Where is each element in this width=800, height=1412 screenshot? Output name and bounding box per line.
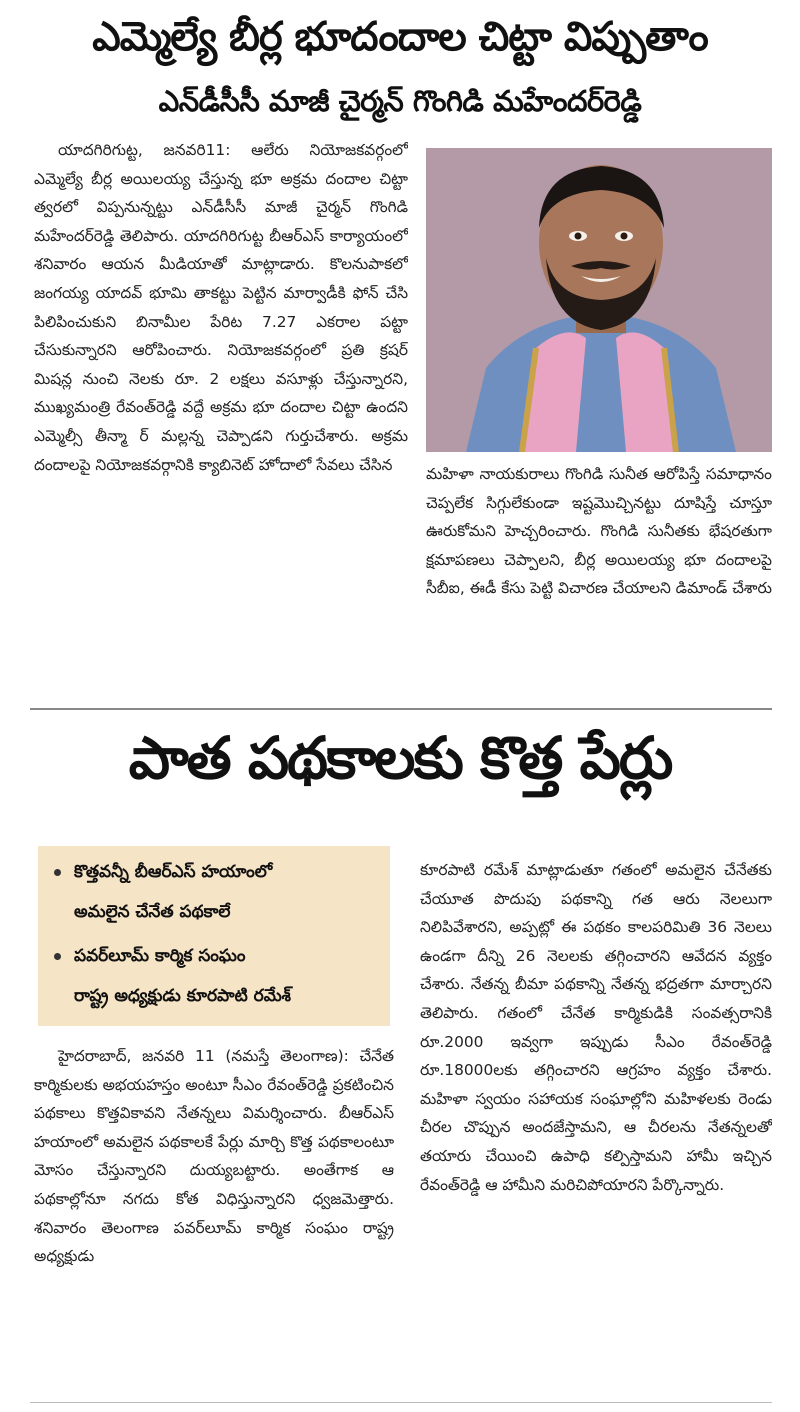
article1-right-column <box>426 460 772 696</box>
article2-right-column <box>420 856 772 1382</box>
highlight-line: పవర్‌లూమ్ కార్మిక సంఘం <box>74 946 246 966</box>
bottom-rule <box>30 1402 772 1403</box>
article2-left-column <box>34 1042 394 1382</box>
article1-body-right: మహిళా నాయకురాలు గొంగిడి సునీత ఆరోపిస్తే సమాధానం చెప్పలేక సిగ్గులేకుండా ఇష్టమొచ్చినట్టు దూషిస్తే చూస్తూ ఊరుకోమని హెచ్చరించారు. గొంగిడి సునీతకు భేషరతుగా క్షమాపణలు చెప్పాలని, బీర్ల అయిలయ్య భూ దందాలపై సీబీఐ, ఈడీ కేసు పెట్టి విచారణ చేయాలని డిమాండ్ చేశారు <box>426 465 772 598</box>
highlight-line: రాష్ట్ర అధ్యక్షుడు కూరపాటి రమేశ్ <box>74 986 292 1006</box>
bullet-dot-icon <box>54 953 61 960</box>
bullet-dot-icon <box>54 869 61 876</box>
article1-left-column <box>34 136 408 696</box>
highlights-box <box>38 846 390 1026</box>
politician-photo <box>426 148 772 452</box>
article2-headline: పాత పథకాలకు కొత్త పేర్లు <box>128 724 672 792</box>
article-divider <box>30 708 772 710</box>
highlight-line: కొత్తవన్నీ బీఆర్‌ఎస్ హయాంలో <box>74 862 273 882</box>
highlight-item <box>54 936 384 1016</box>
article1-subheadline: ఎన్‌డీసీసీ మాజీ చైర్మన్ గొంగిడి మహేందర్‌రెడ్డి <box>158 84 642 118</box>
article1-body-left: యాదగిరిగుట్ట, జనవరి11: ఆలేరు నియోజకవర్గంలో ఎమ్మెల్యే బీర్ల అయిలయ్య చేస్తున్న భూ అక్రమ దందాల చిట్టా త్వరలో విప్పనున్నట్టు ఎన్‌డీసీసీ మాజీ చైర్మన్ గొంగిడి మహేందర్‌రెడ్డి తెలిపారు. యాదగిరిగుట్ట బీఆర్‌ఎస్ కార్యాయంలో శనివారం ఆయన మీడియాతో మాట్లాడారు. కొలనుపాకలో జంగయ్య యాదవ్ భూమి తాకట్టు పెట్టిన మార్వాడీకి ఫోన్ చేసి పిలిపించుకుని బినామీల పేరిట 7.27 ఎకరాల పట్టా చేసుకున్నారని ఆరోపించారు. నియోజకవర్గంలో ప్రతి క్రషర్ మిషన్ల నుంచి నెలకు రూ. 2 లక్షలు వసూళ్లు చేస్తున్నారని, ముఖ్యమంత్రి రేవంత్‌రెడ్డి వద్దే అక్రమ భూ దందాల చిట్టా ఉందని ఎమ్మెల్సీ తీన్మా ర్ మల్లన్న చెప్పాడని గుర్తుచేశారు. అక్రమ దందాలపై నియోజకవర్గానికి క్యాబినెట్ హోదాలో సేవలు చేసిన <box>34 141 408 474</box>
highlight-line: అమలైన చేనేత పథకాలే <box>74 902 231 922</box>
highlight-item <box>54 852 384 932</box>
article2-body-right: కూరపాటి రమేశ్ మాట్లాడుతూ గతంలో అమలైన చేనేతకు చేయూత పొదుపు పథకాన్ని గత ఆరు నెలలుగా నిలిపివేశారని, అప్పట్లో ఈ పథకం కాలపరిమితి 36 నెలలు ఉండగా దీన్ని 26 నెలలకు తగ్గించారని ఆవేదన వ్యక్తం చేశారు. నేతన్న బీమా పథకాన్ని నేతన్న భద్రతగా మార్చారని తెలిపారు. గతంలో చేనేత కార్మికుడికి సంవత్సరానికి రూ.2000 ఇవ్వగా ఇప్పుడు సీఎం రేవంత్‌రెడ్డి రూ.18000లకు తగ్గించారని ఆగ్రహం వ్యక్తం చేశారు. మహిళా స్వయం సహాయక సంఘాల్లోని మహిళలకు రెండు చీరల చొప్పున అందజేస్తామని, ఆ చీరలను నేతన్నలతో తయారు చేయించి ఉపాధి కల్పిస్తామని హామీ ఇచ్చిన రేవంత్‌రెడ్డి ఆ హామీని మరిచిపోయారని పేర్కొన్నారు. <box>420 861 772 1194</box>
portrait-illustration <box>426 148 772 452</box>
article2-body-left: హైదరాబాద్, జనవరి 11 (నమస్తే తెలంగాణ): చేనేత కార్మికులకు అభయహస్తం అంటూ సీఎం రేవంత్‌రెడ్డి ప్రకటించిన పథకాలు కొత్తవికావని నేతన్నలు విమర్శించారు. బీఆర్‌ఎస్ హయాంలో అమలైన పథకాలకే పేర్లు మార్చి కొత్త పథకాలంటూ మోసం చేస్తున్నారని దుయ్యబట్టారు. అంతేగాక ఆ పథకాల్లోనూ నగదు కోత విధిస్తున్నారని ధ్వజమెత్తారు. శనివారం తెలంగాణ పవర్‌లూమ్ కార్మిక సంఘం రాష్ట్ర అధ్యక్షుడు <box>34 1047 394 1266</box>
article1-headline: ఎమ్మెల్యే బీర్ల భూదందాల చిట్టా విప్పుతాం <box>92 14 708 60</box>
